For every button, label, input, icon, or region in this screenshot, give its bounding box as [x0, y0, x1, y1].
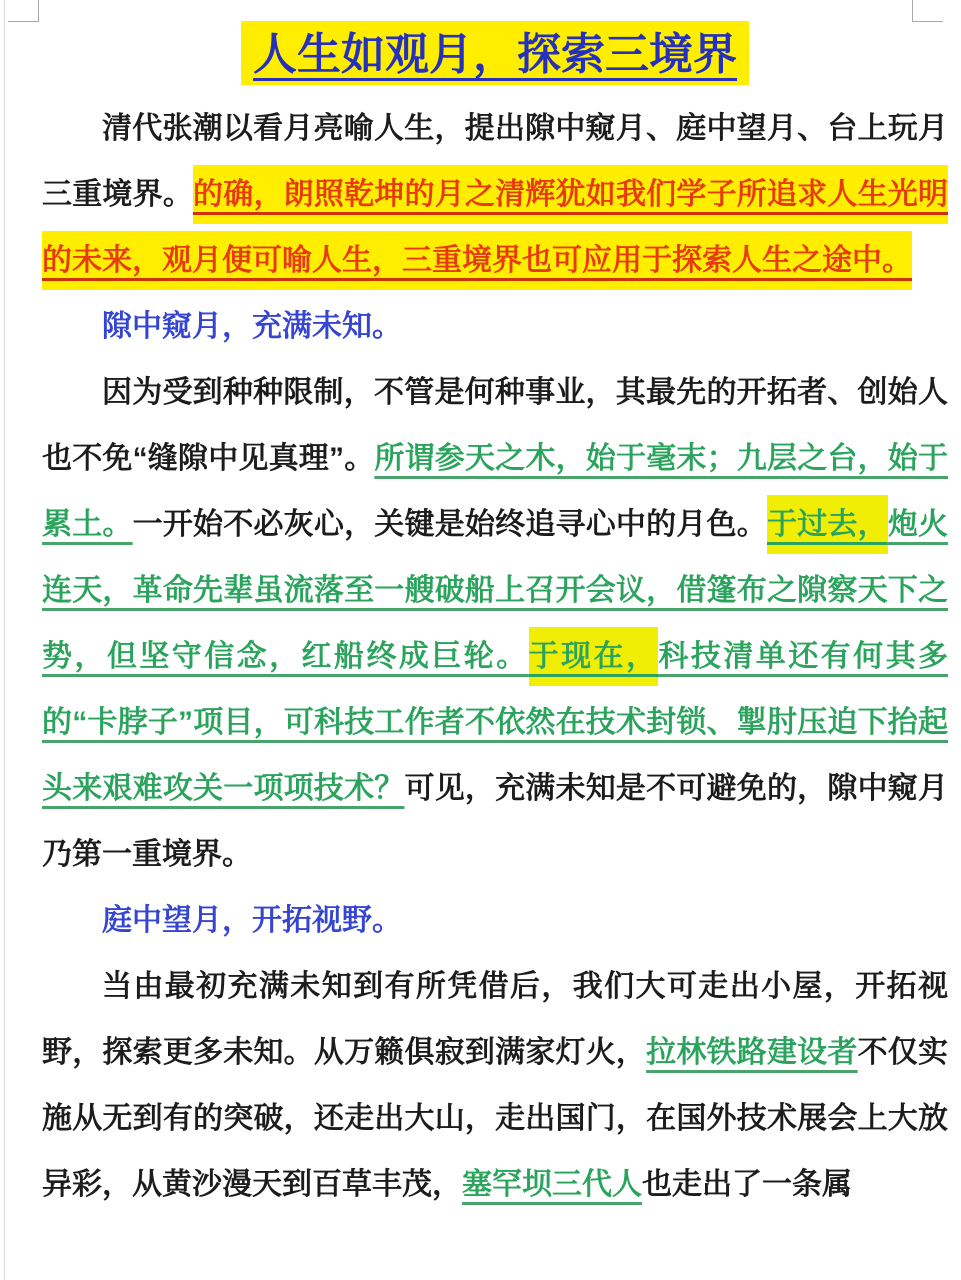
text-run-green-underline: 炮火连天，革命先辈虽流落至一艘破船上召开会议，借篷布之隙察天下之势，但坚守信念，红船终成巨轮。	[42, 508, 949, 673]
margin-mark-top-right	[912, 0, 943, 22]
body-paragraph	[42, 96, 948, 294]
body-paragraph	[42, 954, 948, 1218]
text-run-green-highlight: 于过去，	[767, 495, 888, 554]
section-heading	[42, 294, 948, 360]
text-run-plain: 当由最初充满未知到有所凭借后，我们大可走出小屋，开拓视野，探索更多未知。从万籁俱寂到满家灯火，	[42, 970, 948, 1069]
section-heading	[42, 888, 948, 954]
page-edge-line	[4, 0, 5, 1280]
text-run-green-underline: 科技清单还有何其多的“卡脖子”项目，可科技工作者不依然在技术封锁、掣肘压迫下抬起头来艰难攻关一项项技术？	[42, 640, 949, 805]
text-run-plain: 可见，充满未知是不可避免的，隙中窥月乃第一重境界。	[42, 772, 949, 871]
text-run-green-underline: 塞罕坝三代人	[462, 1168, 642, 1201]
text-run-green-underline: 拉林铁路建设者	[646, 1036, 858, 1069]
text-run-plain: 清代张潮以看月亮喻人生，提出隙中窥月、庭中望月、台上玩月三重境界。	[42, 112, 948, 211]
text-run-plain: 一开始不必灰心，关键是始终追寻心中的月色。	[132, 508, 767, 541]
text-run-green-highlight: 于现在，	[529, 627, 659, 686]
page-title	[42, 22, 948, 88]
document-content	[42, 22, 948, 1218]
margin-mark-top-left	[8, 0, 39, 22]
document-body	[42, 96, 948, 1218]
text-run-green-underline: 所谓参天之木，始于毫末；九层之台，始于累土。	[42, 442, 949, 541]
text-run-blue-bold: 隙中窥月，充满未知。	[102, 310, 402, 343]
text-run-red-highlight: 的确，朗照乾坤的月之清辉犹如我们学子所追求人生光明的未来，观月便可喻人生，三重境界也可应用于探索人生之途中。	[42, 165, 948, 290]
body-paragraph	[42, 360, 948, 888]
text-run-plain: 也走出了一条属	[642, 1168, 852, 1201]
text-run-plain: 因为受到种种限制，不管是何种事业，其最先的开拓者、创始人也不免“缝隙中见真理”。	[42, 376, 948, 475]
text-run-plain: 不仅实施从无到有的突破，还走出大山，走出国门，在国外技术展会上大放异彩，从黄沙漫天到百草丰茂，	[42, 1036, 949, 1201]
text-run-blue-bold: 庭中望月，开拓视野。	[102, 904, 402, 937]
page-title-highlight: 人生如观月，探索三境界	[241, 21, 749, 85]
